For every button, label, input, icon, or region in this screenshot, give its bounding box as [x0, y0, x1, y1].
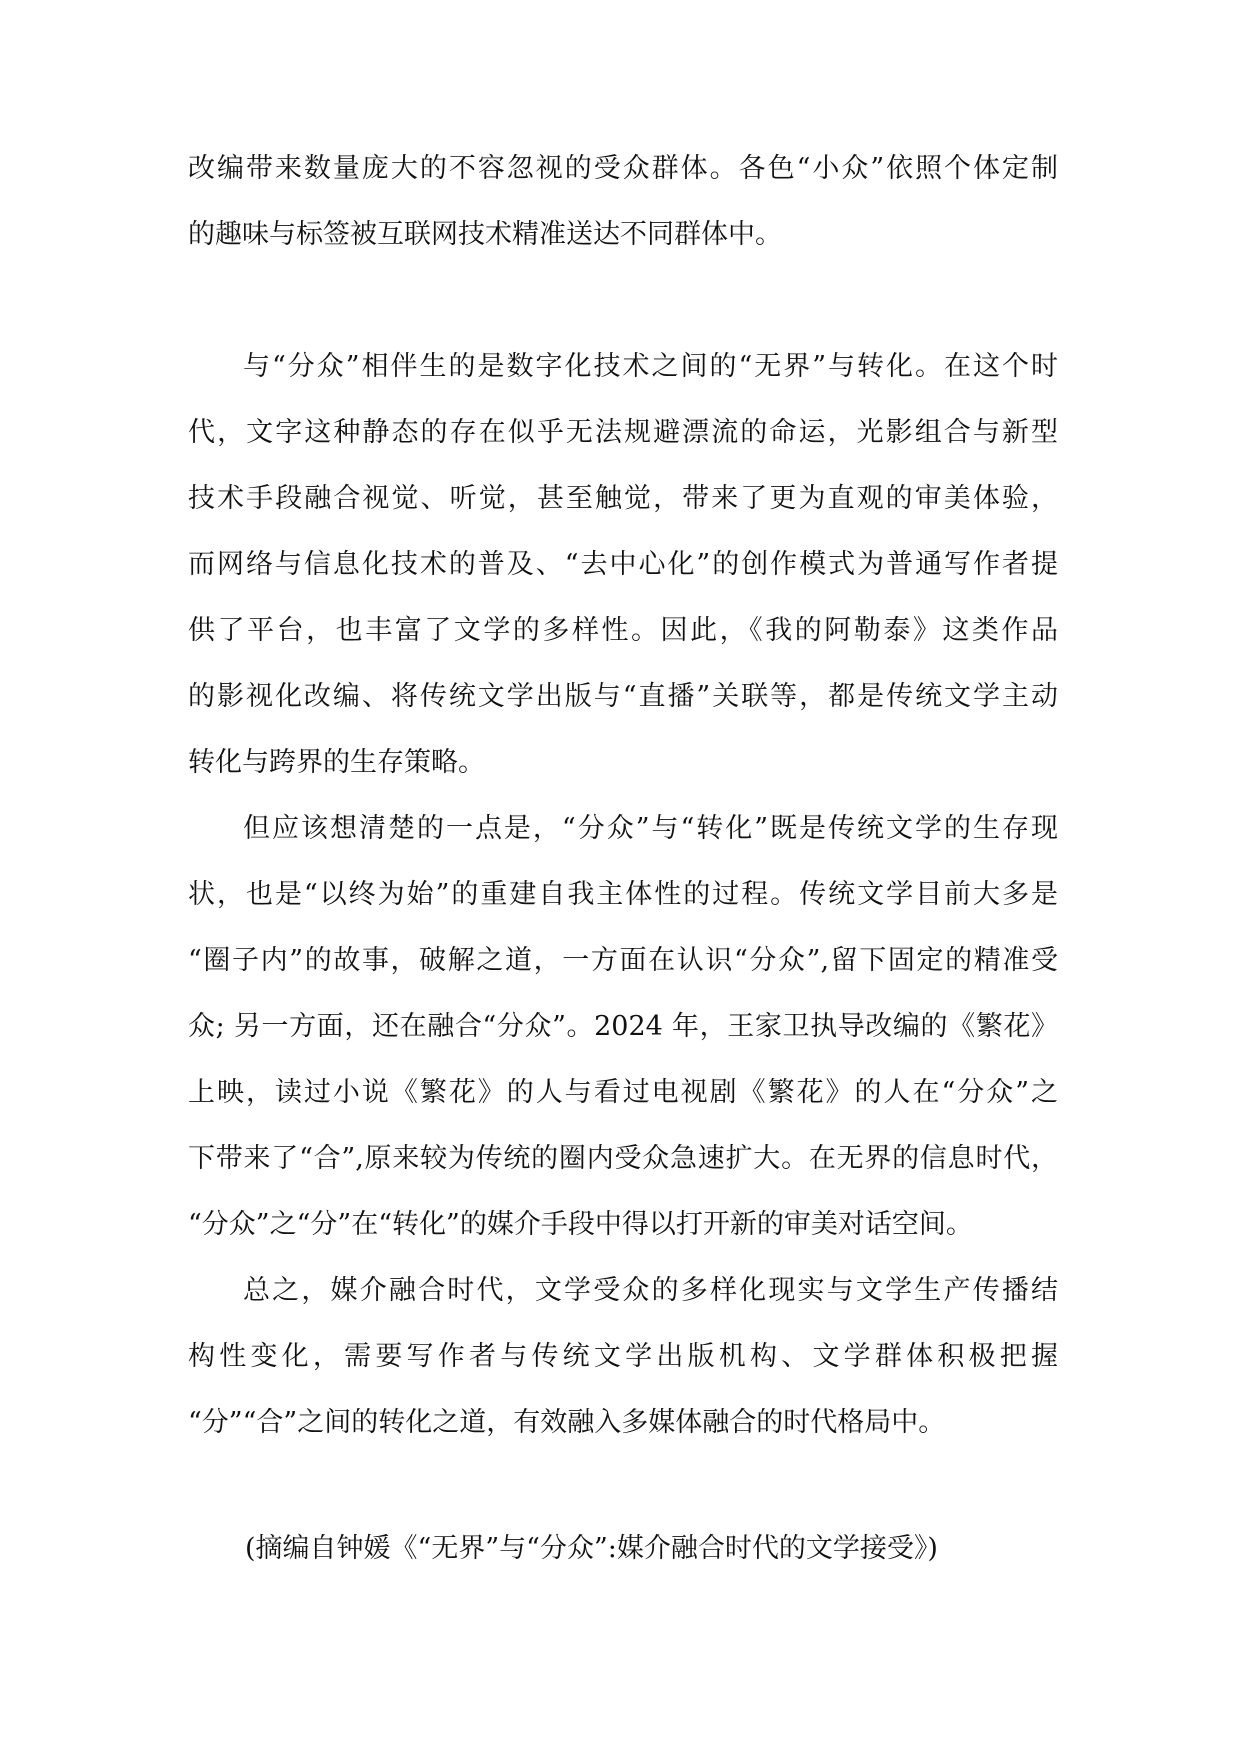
paragraph-line: 但应该想清楚的一点是，“分众”与“转化”既是传统文学的生存现	[243, 813, 1058, 844]
paragraph-4	[188, 1258, 1058, 1456]
paragraph-2	[188, 334, 1058, 796]
paragraph-line: 的趣味与标签被互联网技术精准送达不同群体中。	[188, 219, 782, 250]
paragraph-line: 的影视化改编、将传统文学出版与“直播”关联等，都是传统文学主动	[188, 681, 1058, 712]
paragraph-line: 上映，读过小说《繁花》的人与看过电视剧《繁花》的人在“分众”之	[188, 1077, 1058, 1108]
paragraph-line: 总之，媒介融合时代，文学受众的多样化现实与文学生产传播结	[243, 1275, 1058, 1306]
paragraph-line: 代，文字这种静态的存在似乎无法规避漂流的命运，光影组合与新型	[188, 417, 1058, 448]
paragraph-line: 技术手段融合视觉、听觉，甚至触觉，带来了更为直观的审美体验，	[188, 483, 1058, 514]
paragraph-1	[188, 136, 1058, 268]
paragraph-line: “分众”之“分”在“转化”的媒介手段中得以打开新的审美对话空间。	[188, 1209, 973, 1240]
paragraph-line: “圈子内”的故事，破解之道，一方面在认识“分众”,留下固定的精准受	[188, 945, 1058, 976]
paragraph-line: 众; 另一方面，还在融合“分众”。2024 年，王家卫执导改编的《繁花》	[188, 1011, 1058, 1042]
paragraph-line: 改编带来数量庞大的不容忽视的受众群体。各色“小众”依照个体定制	[188, 153, 1058, 184]
source-citation: (摘编自钟媛《“无界”与“分众”:媒介融合时代的文学接受》)	[245, 1533, 938, 1564]
paragraph-line: 而网络与信息化技术的普及、“去中心化”的创作模式为普通写作者提	[188, 549, 1058, 580]
paragraph-line: 供了平台，也丰富了文学的多样性。因此，《我的阿勒泰》这类作品	[188, 615, 1058, 646]
paragraph-line: 状，也是“以终为始”的重建自我主体性的过程。传统文学目前大多是	[188, 879, 1058, 910]
paragraph-line: 构性变化，需要写作者与传统文学出版机构、文学群体积极把握	[188, 1341, 1058, 1372]
paragraph-line: 转化与跨界的生存策略。	[188, 747, 485, 778]
paragraph-line: 与“分众”相伴生的是数字化技术之间的“无界”与转化。在这个时	[243, 351, 1058, 382]
paragraph-line: 下带来了“合”,原来较为传统的圈内受众急速扩大。在无界的信息时代，	[188, 1143, 1058, 1174]
paragraph-3	[188, 796, 1058, 1258]
paragraph-line: “分”“合”之间的转化之道，有效融入多媒体融合的时代格局中。	[188, 1407, 946, 1438]
